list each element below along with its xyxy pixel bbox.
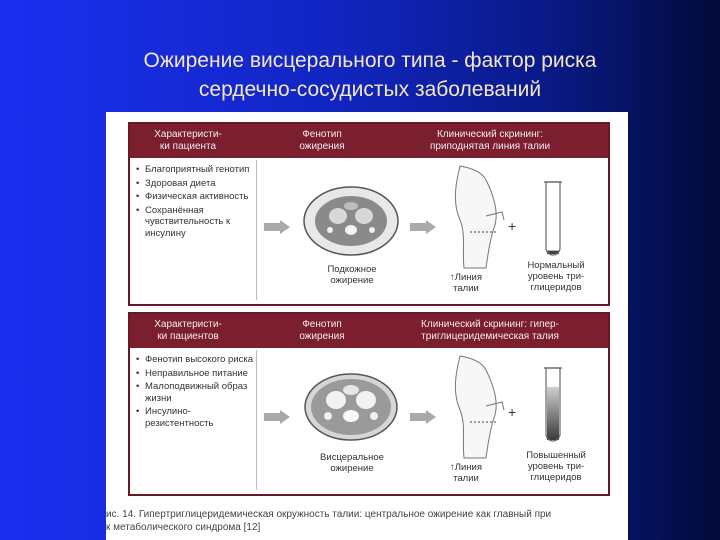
list-item: • Малоподвижный образ жизни bbox=[136, 381, 256, 404]
caption-line2: к метаболического синдрома [12] bbox=[106, 522, 261, 533]
column-divider bbox=[256, 350, 257, 490]
slide-title bbox=[60, 46, 680, 104]
phenotype-label: Висцеральное ожирение bbox=[320, 452, 384, 474]
right-arrow-icon bbox=[264, 410, 290, 424]
header-patient-characteristics: Характеристи- ки пациентов bbox=[154, 319, 222, 342]
plus-sign: + bbox=[508, 404, 517, 420]
header-phenotype: Фенотип ожирения bbox=[299, 129, 345, 152]
phenotype-label: Подкожное ожирение bbox=[327, 264, 377, 286]
list-item: • Фенотип высокого риска bbox=[136, 354, 256, 366]
header-clinical-screening: Клинический скрининг: гипер- триглицеридемическая талия bbox=[421, 319, 559, 342]
list-item: • Благоприятный генотип bbox=[136, 164, 256, 176]
list-item: • Инсулино-резистентность bbox=[136, 406, 256, 429]
caption-line1: ис. 14. Гипертриглицеридемическая окружность талии: центральное ожирение как главный при bbox=[106, 509, 552, 520]
list-item: • Здоровая диета bbox=[136, 178, 256, 190]
test-tube-normal bbox=[542, 180, 564, 258]
header-clinical-screening: Клинический скрининг: приподнятая линия талии bbox=[429, 129, 551, 152]
waist-line-label: ↑Линия талии bbox=[450, 272, 482, 294]
panel-visceral bbox=[128, 312, 610, 496]
plus-sign: + bbox=[508, 218, 517, 234]
panel-header bbox=[130, 124, 608, 158]
slide-title-line1: Ожирение висцерального типа - фактор риска bbox=[143, 49, 597, 72]
right-arrow-icon bbox=[410, 220, 436, 234]
patient-characteristics-list bbox=[136, 164, 256, 241]
column-divider bbox=[256, 160, 257, 300]
slide-title-line2: сердечно-сосудистых заболеваний bbox=[198, 78, 542, 101]
ct-scan-subcutaneous bbox=[302, 184, 400, 258]
torso-icon bbox=[442, 162, 512, 272]
waist-line-label: ↑Линия талии bbox=[450, 462, 482, 484]
figure-caption bbox=[106, 508, 628, 534]
right-arrow-icon bbox=[410, 410, 436, 424]
panel-header bbox=[130, 314, 608, 348]
triglycerides-label: Повышенный уровень три- глицеридов bbox=[526, 450, 586, 483]
test-tube-elevated bbox=[542, 366, 564, 444]
figure-image bbox=[106, 112, 628, 540]
list-item: • Физическая активность bbox=[136, 191, 256, 203]
panel-subcutaneous bbox=[128, 122, 610, 306]
patient-characteristics-list bbox=[136, 354, 256, 431]
list-item: • Неправильное питание bbox=[136, 368, 256, 380]
ct-scan-visceral bbox=[302, 370, 400, 444]
torso-icon bbox=[442, 352, 512, 462]
list-item: • Сохранённая чувствительность к инсулину bbox=[136, 205, 256, 240]
header-phenotype: Фенотип ожирения bbox=[299, 319, 345, 342]
right-arrow-icon bbox=[264, 220, 290, 234]
triglycerides-label: Нормальный уровень три- глицеридов bbox=[527, 260, 585, 293]
header-patient-characteristics: Характеристи- ки пациента bbox=[154, 129, 222, 152]
